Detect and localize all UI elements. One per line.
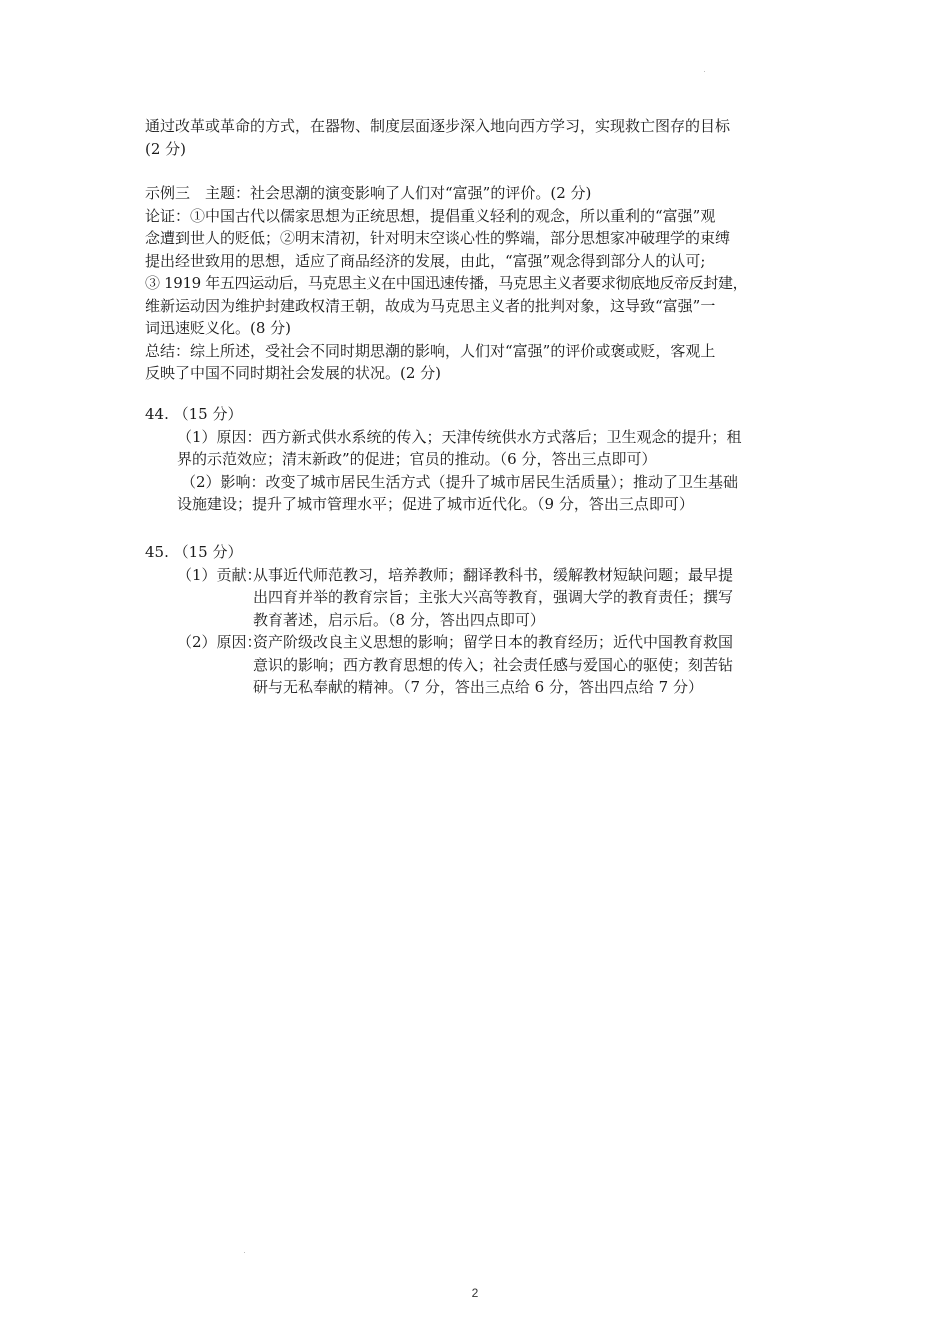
q45-part2-text: 资产阶级改良主义思想的影响；留学日本的教育经历；近代中国教育救国 xyxy=(253,633,734,651)
scan-speck xyxy=(704,71,705,72)
q45-part1-line xyxy=(145,564,810,587)
argument-line: 提出经世致用的思想，适应了商品经济的发展，由此，“富强”观念得到部分人的认可; xyxy=(145,251,706,270)
argument-line: 词迅速贬义化。(8 分) xyxy=(145,319,292,337)
example-three-theme: 示例三 主题：社会思潮的演变影响了人们对“富强”的评价。(2 分) xyxy=(145,184,592,202)
q45-part1-line: 教育著述，启示后。（8 分，答出四点即可） xyxy=(253,610,545,629)
question-44-header: 44. （15 分） xyxy=(145,405,243,423)
intro-paragraph xyxy=(145,115,810,160)
q45-part2-label: （2）原因： xyxy=(177,633,262,651)
q44-part1-line: 界的示范效应；清末新政”的促进；官员的推动。（6 分，答出三点即可） xyxy=(177,450,657,468)
argument-line: 论证：①中国古代以儒家思想为正统思想，提倡重义轻利的观念，所以重利的“富强”观 xyxy=(145,206,716,225)
q44-part1-line: （1）原因：西方新式供水系统的传入；天津传统供水方式落后；卫生观念的提升；租 xyxy=(177,427,742,446)
text-line: (2 分) xyxy=(145,139,187,158)
q45-part2-line: 意识的影响；西方教育思想的传入；社会责任感与爱国心的驱使；刻苦钻 xyxy=(253,655,734,674)
example-three-section xyxy=(145,182,810,385)
argument-line: 维新运动因为维护封建政权清王朝，故成为马克思主义者的批判对象，这导致“富强”一 xyxy=(145,296,716,315)
q45-part2-line xyxy=(145,631,810,654)
question-45 xyxy=(145,541,810,699)
text-line: 通过改革或革命的方式，在器物、制度层面逐步深入地向西方学习，实现救亡图存的目标 xyxy=(145,117,731,135)
q45-part1-text: 从事近代师范教习，培养教师；翻译教科书，缓解教材短缺问题；最早提 xyxy=(253,565,734,584)
scan-speck xyxy=(244,1252,245,1253)
argument-line: ③ 1919 年五四运动后，马克思主义在中国迅速传播，马克思主义者要求彻底地反帝反封建， xyxy=(145,274,748,292)
q44-part2-line: （2）影响：改变了城市居民生活方式（提升了城市居民生活质量）；推动了卫生基础 xyxy=(181,472,739,491)
argument-line: 念遭到世人的贬低；②明末清初，针对明末空谈心性的弊端，部分思想家冲破理学的束缚 xyxy=(145,229,731,247)
q45-part1-line: 出四育并举的教育宗旨；主张大兴高等教育，强调大学的教育责任；撰写 xyxy=(253,588,734,606)
q45-part2-line: 研与无私奉献的精神。（7 分，答出三点给 6 分，答出四点给 7 分） xyxy=(253,678,703,696)
question-45-header: 45. （15 分） xyxy=(145,543,243,561)
q45-part1-label: （1）贡献： xyxy=(177,565,262,584)
summary-line: 总结：综上所述，受社会不同时期思潮的影响，人们对“富强”的评价或褒或贬，客观上 xyxy=(145,341,716,360)
page-number: 2 xyxy=(471,1286,479,1300)
question-44 xyxy=(145,403,810,516)
q44-part2-line: 设施建设；提升了城市管理水平；促进了城市近代化。（9 分，答出三点即可） xyxy=(177,495,694,513)
summary-line: 反映了中国不同时期社会发展的状况。(2 分) xyxy=(145,364,442,382)
